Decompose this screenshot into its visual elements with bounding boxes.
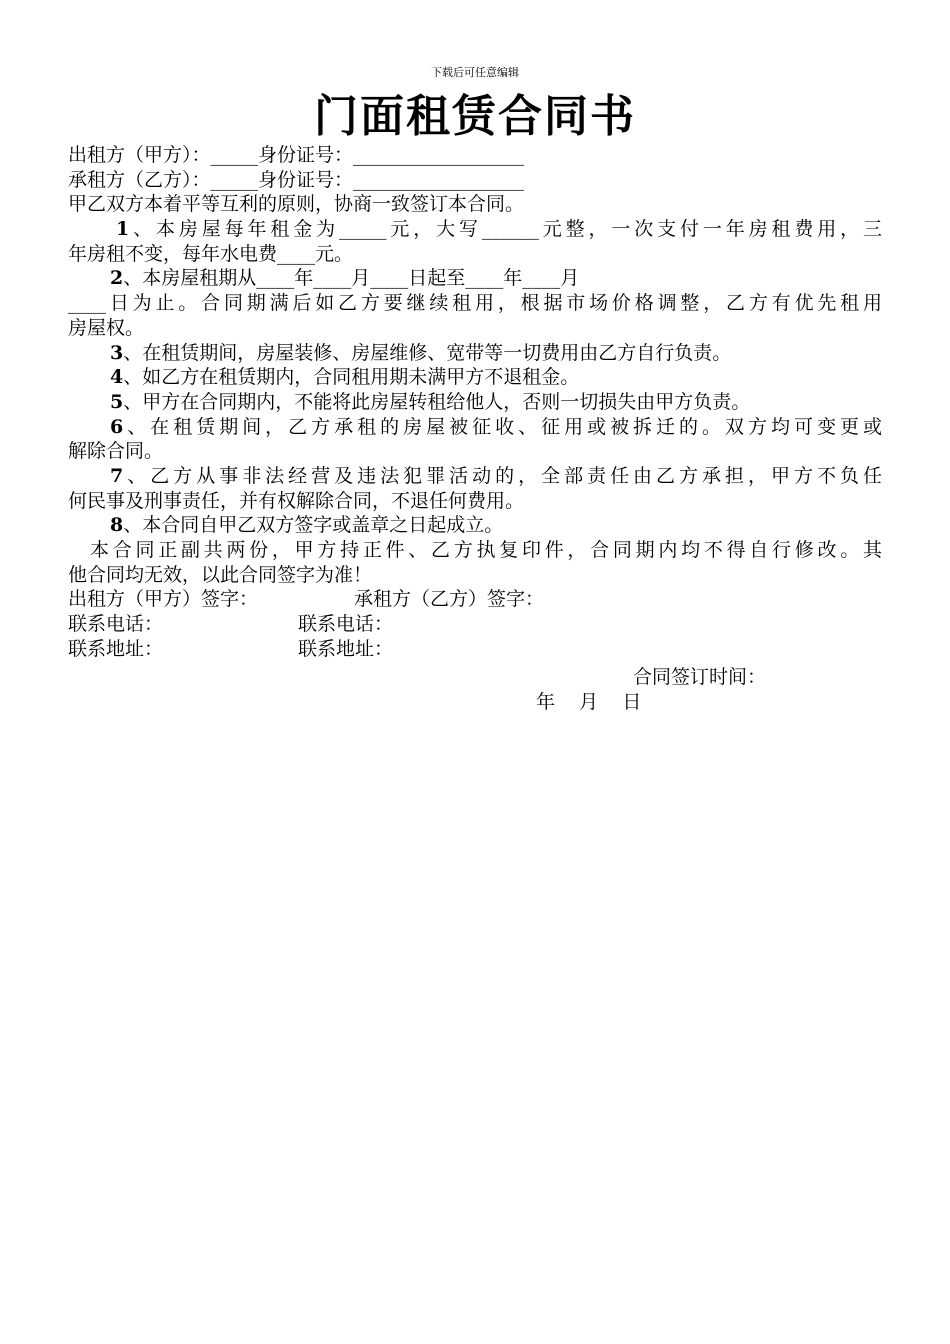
lessor-phone-label: 联系电话： bbox=[68, 613, 164, 636]
signature-row bbox=[68, 587, 882, 612]
signing-date-label: 合同签订时间： bbox=[633, 666, 767, 688]
clause-2-number: 2 bbox=[110, 267, 124, 290]
clause-8-text: 、本合同自甲乙双方签字或盖章之日起成立。 bbox=[123, 514, 504, 537]
lessee-address-label: 联系地址： bbox=[298, 637, 394, 660]
clause-3-number: 3 bbox=[110, 341, 124, 364]
clause-5-number: 5 bbox=[110, 390, 124, 413]
lessee-line: 承租方（乙方）：_____身份证号：__________________ bbox=[68, 168, 525, 191]
clause-8 bbox=[68, 513, 882, 538]
clause-8-number: 8 bbox=[110, 514, 124, 537]
clause-1-text-a: 、本房屋每年租金为_____元，大写______元整，一次支付一年房租费用，三 bbox=[129, 218, 882, 241]
clause-4-number: 4 bbox=[110, 366, 124, 389]
clause-4-text: 、如乙方在租赁期内，合同租用期未满甲方不退租金。 bbox=[123, 366, 580, 389]
clause-2-line-1 bbox=[68, 266, 882, 291]
clause-1-line-2: 年房租不变，每年水电费____元。 bbox=[68, 242, 354, 265]
clause-6-line-2: 解除合同。 bbox=[68, 440, 164, 463]
signing-date-fields: 年 月 日 bbox=[536, 691, 642, 713]
clause-1-number: 1 bbox=[116, 218, 130, 241]
clause-7-line-2: 何民事及刑事责任，并有权解除合同，不退任何费用。 bbox=[68, 489, 525, 512]
page-title: 门面租赁合同书 bbox=[314, 91, 636, 142]
lessee-signature-label: 承租方（乙方）签字： bbox=[354, 588, 545, 611]
clause-3-text: 、在租赁期间，房屋装修、房屋维修、宽带等一切费用由乙方自行负责。 bbox=[123, 341, 732, 364]
contract-body bbox=[68, 143, 882, 661]
clause-6-number: 6 bbox=[110, 415, 124, 438]
clause-5-text: 、甲方在合同期内，不能将此房屋转租给他人，否则一切损失由甲方负责。 bbox=[123, 390, 751, 413]
clause-2-line-3: 房屋权。 bbox=[68, 316, 145, 339]
closing-line-1: 本合同正副共两份，甲方持正件、乙方执复印件，合同期内均不得自行修改。其 bbox=[90, 539, 882, 561]
closing-line-2: 他合同均无效，以此合同签字为准！ bbox=[68, 563, 373, 586]
clause-7-number: 7 bbox=[110, 464, 124, 487]
clause-6-text-a: 、在租赁期间，乙方承租的房屋被征收、征用或被拆迁的。双方均可变更或 bbox=[123, 415, 882, 438]
address-row bbox=[68, 637, 882, 662]
lessee-phone-label: 联系电话： bbox=[298, 613, 394, 636]
clause-7-line-1 bbox=[68, 464, 882, 489]
phone-row bbox=[68, 612, 882, 637]
clause-2-text-a: 、本房屋租期从____年____月____日起至____年____月 bbox=[123, 267, 580, 290]
clause-3 bbox=[68, 341, 882, 366]
clause-1-line-1 bbox=[68, 217, 882, 242]
lessor-line: 出租方（甲方）：_____身份证号：__________________ bbox=[68, 144, 525, 166]
clause-7-text-a: 、乙方从事非法经营及违法犯罪活动的，全部责任由乙方承担，甲方不负任 bbox=[123, 464, 882, 487]
clause-6-line-1 bbox=[68, 415, 882, 440]
lessor-signature-label: 出租方（甲方）签字： bbox=[68, 588, 259, 611]
lessor-address-label: 联系地址： bbox=[68, 637, 164, 660]
intro-line: 甲乙双方本着平等互利的原则，协商一致签订本合同。 bbox=[68, 193, 525, 216]
clause-5 bbox=[68, 390, 882, 415]
clause-2-line-2: ____日为止。合同期满后如乙方要继续租用，根据市场价格调整，乙方有优先租用 bbox=[68, 292, 882, 315]
header-note: 下载后可任意编辑 bbox=[431, 66, 519, 79]
clause-4 bbox=[68, 365, 882, 390]
